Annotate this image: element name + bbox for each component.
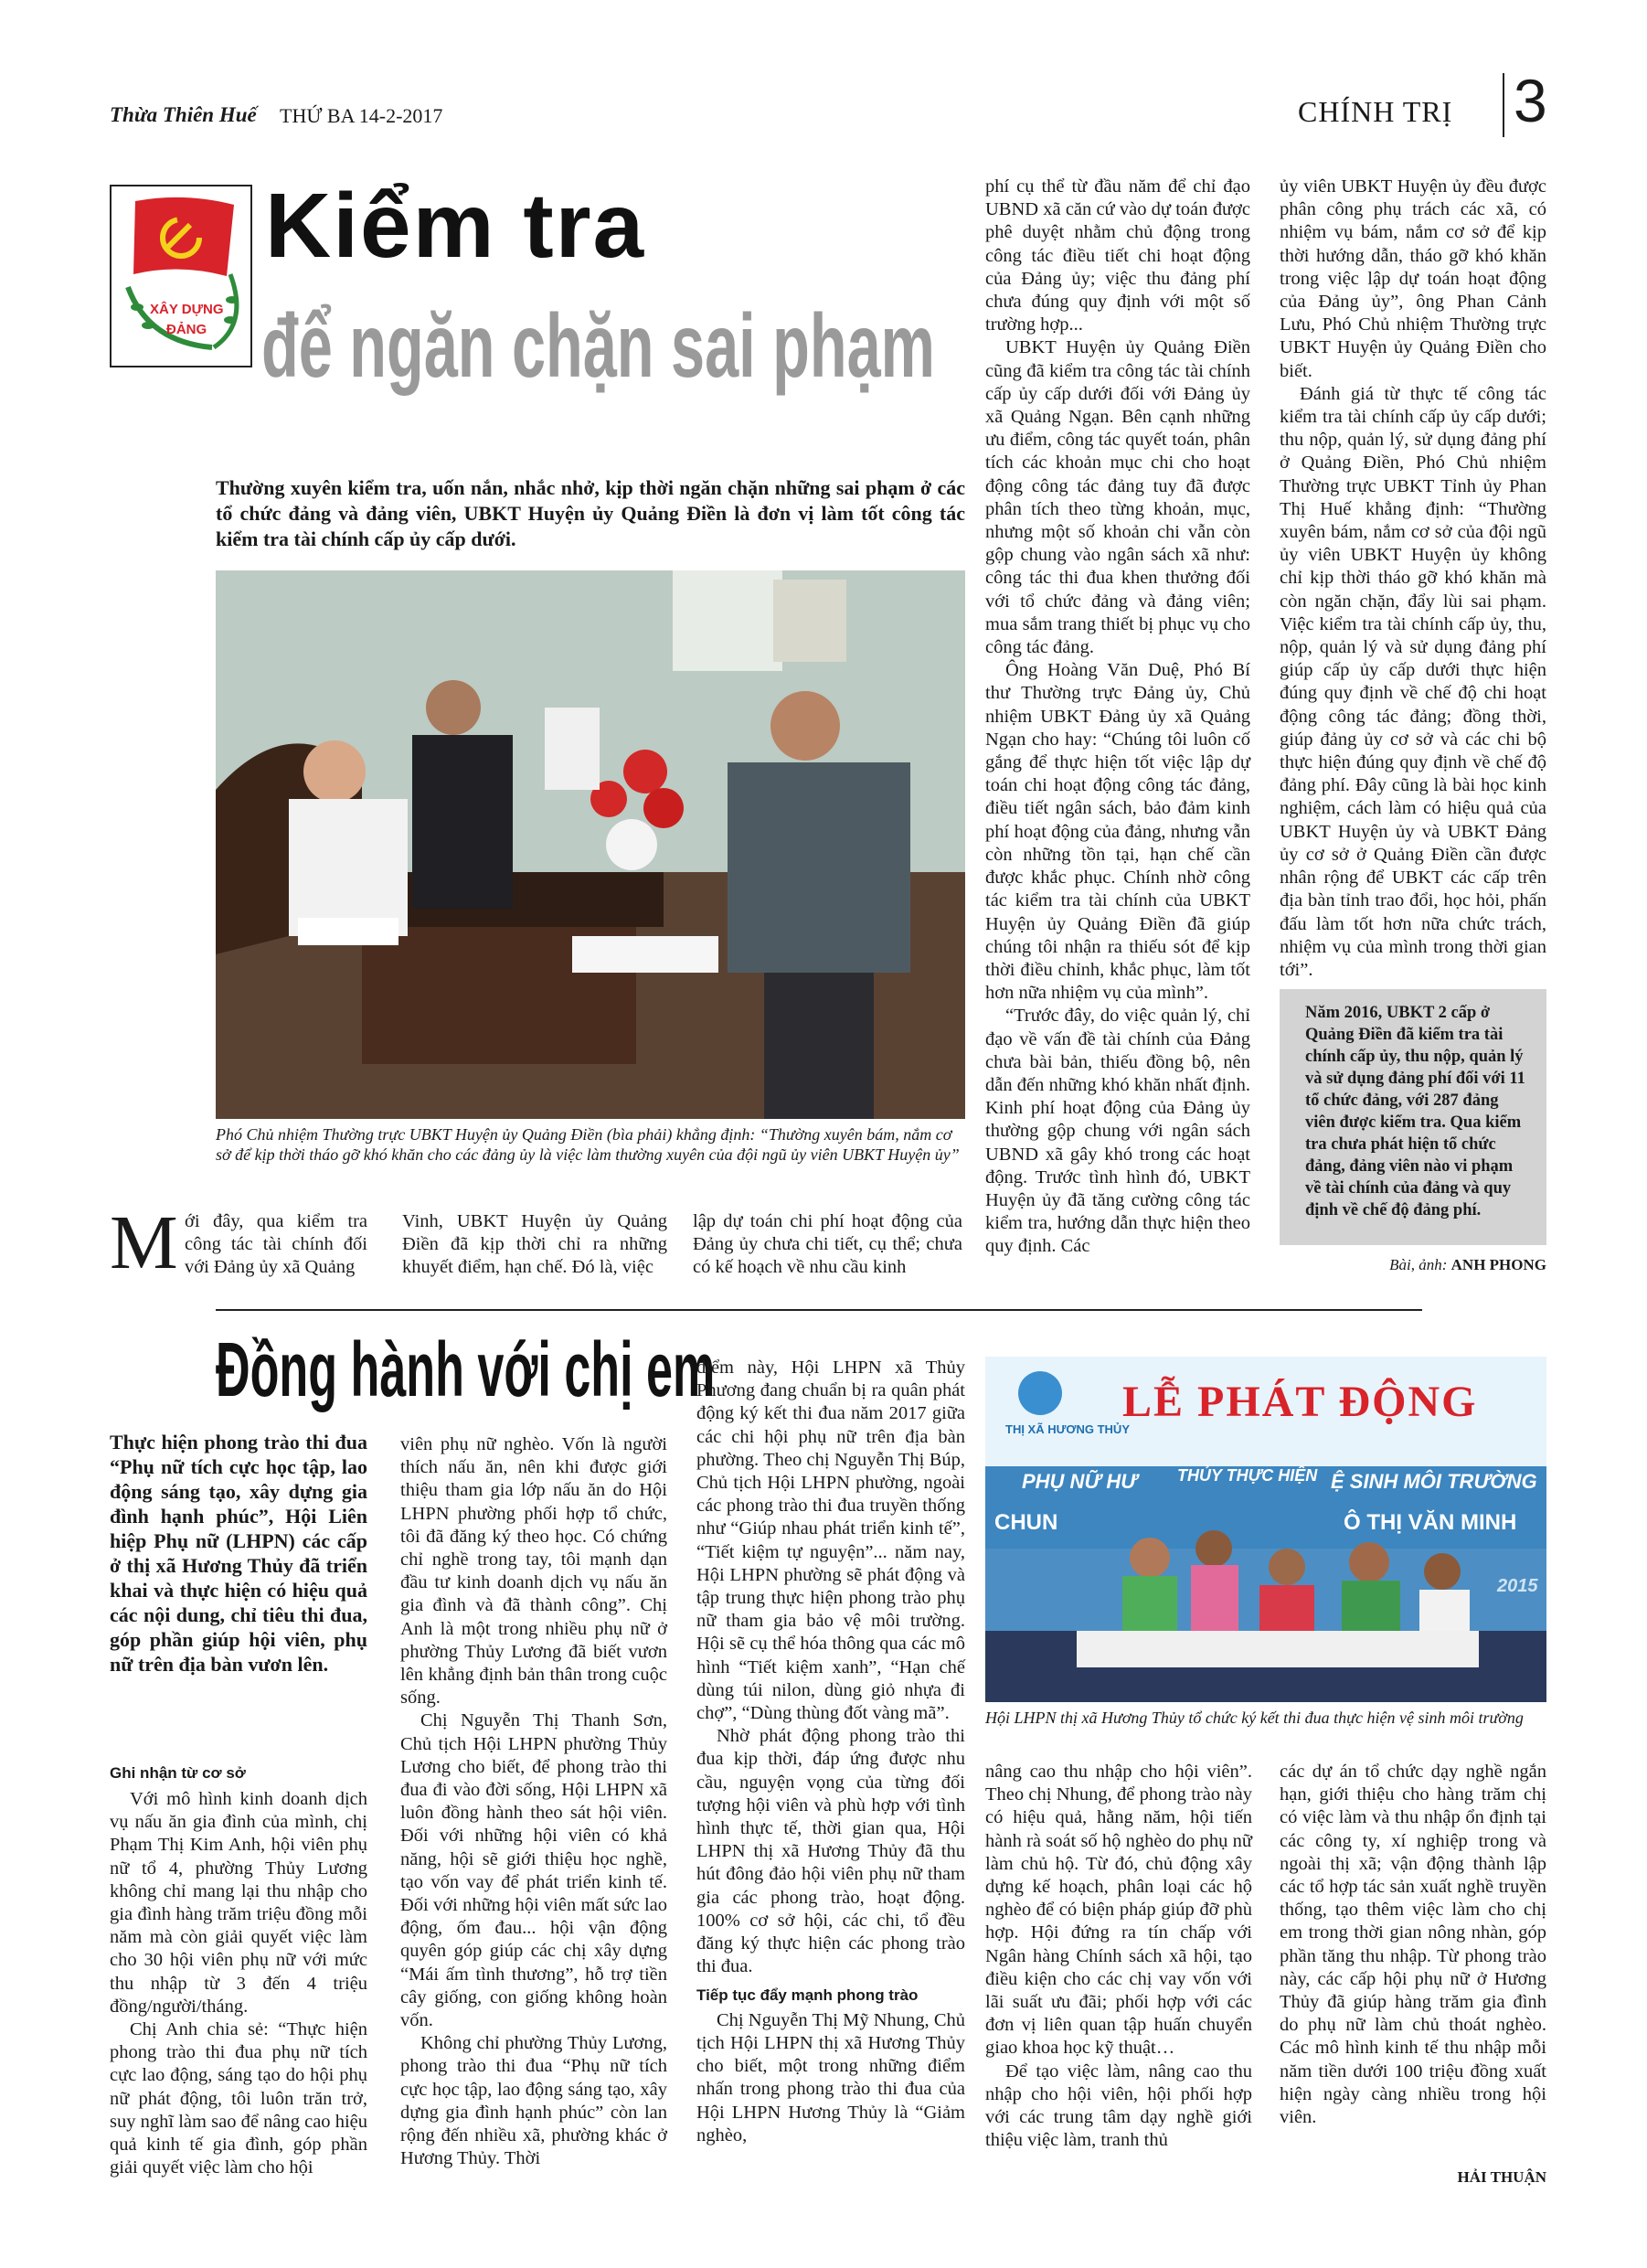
article2-col4 [985,1761,1252,2152]
article1-photo-caption: Phó Chủ nhiệm Thường trực UBKT Huyện ủy Quảng Điền (bìa phải) khẳng định: “Thường xuyên bám, nắm cơ sở để kịp thời tháo gỡ khó khăn cho các đảng ủy là việc làm thường xuyên của đội ngũ ủy viên UBKT Huyện ủy” [216,1125,960,1164]
article2-col1 [110,1788,367,2179]
article1-col1: ới đây, qua kiểm tra công tác tài chính đối với Đảng ủy xã Quảng [185,1211,367,1278]
banner-line1-left: PHỤ NỮ HƯ [1022,1470,1138,1493]
logo-text-1: XÂY DỰNG [150,302,224,317]
paragraph: Chị Nguyễn Thị Thanh Sơn, Chủ tịch Hội LHPN phường Thủy Lương cho biết, để phong trào thi đua đi vào đời sống, Hội LHPN xã luôn đồng hành theo sát hội viên. Đối với những hội viên có khả năng, hội sẽ giới thiệu học nghề, tạo vốn vay để phát triển kinh tế. Đối với những hội viên mất sức lao động, ốm đau... hội vận động quyên góp giúp các chị xây dựng “Mái ấm tình thương”, hỗ trợ tiền cây giống, con giống không hoàn vốn. [400,1710,667,2031]
article2-title: Đồng hành với chị em [216,1326,716,1412]
article2-photo [985,1357,1546,1702]
article1-title-line2: để ngăn chặn sai phạm [261,295,935,396]
paragraph: Chị Nguyễn Thị Mỹ Nhung, Chủ tịch Hội LHPN thị xã Hương Thủy cho biết, một trong những điểm nhấn trong phong trào thi đua của Hội LHPN Hương Thủy là “Giảm nghèo, [696,2009,965,2146]
paragraph: các dự án tổ chức dạy nghề ngắn hạn, giới thiệu cho hàng trăm chị có việc làm và thu nhập ổn định tại các công ty, xí nghiệp trong và ngoài thị xã; vận động thành lập các tổ hợp tác sản xuất nghề truyền thống, tạo thêm việc làm cho chị em trong thời gian nông nhàn, góp phần tăng thu nhập. Từ phong trào này, các cấp hội phụ nữ ở Hương Thủy đã giúp hàng trăm gia đình do phụ nữ làm chủ thoát nghèo. Các mô hình kinh tế thu nhập mỗi năm tiền dưới 100 triệu đồng xuất hiện ngày càng nhiều trong hội viên. [1280,1762,1546,2128]
article2-col2 [400,1433,667,2171]
logo-text-2: ĐẢNG [166,322,207,337]
paragraph: Không chỉ phường Thủy Lương, phong trào thi đua “Phụ nữ tích cực học tập, lao động sáng tạo, xây dựng gia đình hạnh phúc” còn lan rộng đến nhiều xã, phường khác ở Hương Thủy. Thời [400,2033,667,2169]
paragraph: Chị Anh chia sẻ: “Thực hiện phong trào thi đua phụ nữ tích cực lao động, sáng tạo do hội phụ nữ phát động, tôi luôn trăn trở, suy nghĩ làm sao để nâng cao hiệu quả kinh tế gia đình, góp phần giải quyết việc làm cho hội [110,2019,367,2178]
party-building-logo [110,185,252,367]
paragraph: UBKT Huyện ủy Quảng Điền cũng đã kiểm tra công tác tài chính cấp ủy cấp dưới đối với Đảng ủy xã Quảng Ngạn. Bên cạnh những ưu điểm, công tác quyết toán, phân tích các khoản mục chi cho hoạt động công tác đảng tuy đã được phân tích theo từng khoản, mục, nhưng một số khoản chi vẫn còn gộp chung vào ngân sách xã như: công tác thi đua khen thưởng đối với tổ chức đảng và đảng viên; mua sắm trang thiết bị phục vụ cho công tác đảng. [985,337,1250,658]
flag-emblem-icon [112,186,250,366]
meeting-photo-icon [216,570,965,1119]
paragraph: Nhờ phát động phong trào thi đua kịp thời, đáp ứng được nhu cầu, nguyện vọng của từng đối tượng hội viên và phù hợp với tình hình thực tế, thời gian qua, Hội LHPN thị xã Hương Thủy đã thu hút đông đảo hội viên phụ nữ tham gia các phong trào, hoạt động. 100% cơ sở hội, các chi, tổ đều đăng ký thực hiện các phong trào thi đua. [696,1726,965,1977]
article1-byline [1280,1256,1546,1274]
article1-col3: lập dự toán chi phí hoạt động của Đảng ủy chưa chi tiết, cụ thể; chưa có kế hoạch về nhu cầu kinh [693,1211,962,1278]
article1-lead: Thường xuyên kiểm tra, uốn nắn, nhắc nhở, kịp thời ngăn chặn những sai phạm ở các tổ chức đảng và đảng viên, UBKT Huyện ủy Quảng Điền là đơn vị làm tốt công tác kiểm tra tài chính cấp ủy cấp dưới. [216,476,965,550]
banner-line2-left: CHUN [994,1510,1058,1535]
byline-label: Bài, ảnh: [1389,1256,1448,1273]
banner-year: 2015 [1497,1576,1538,1596]
article2-byline: HẢI THUẬN [1457,2168,1546,2186]
paper-name: Thừa Thiên Huế [110,103,257,126]
section-name: CHÍNH TRỊ [1298,95,1453,128]
page-number: 3 [1514,67,1547,134]
banner-line2-right: Ô THỊ VĂN MINH [1344,1510,1517,1535]
article1-col4 [985,176,1250,1259]
banner-line1-mid: THỦY THỰC HIỆN [1177,1466,1318,1485]
article1-col2: Vinh, UBKT Huyện ủy Quảng Điền đã kịp thời chỉ ra những khuyết điểm, hạn chế. Đó là, việc [402,1211,667,1278]
article2-col3 [696,1357,965,2147]
paragraph: Ông Hoàng Văn Duệ, Phó Bí thư Thường trực Đảng ủy, Chủ nhiệm UBKT Đảng ủy xã Quảng Ngạn cho hay: “Chúng tôi luôn cố gắng để thực hiện tốt việc lập dự toán chi hoạt động công tác đảng, điều tiết ngân sách, bảo đảm kinh phí hoạt động của đảng, nhưng vẫn còn những tồn tại, hạn chế cần được khắc phục. Chính nhờ công tác kiểm tra tài chính của UBKT Huyện ủy Quảng Điền đã giúp chúng tôi nhận ra thiếu sót để kịp thời điều chỉnh, khắc phục, làm tốt hơn nữa nhiệm vụ của mình”. [985,660,1250,1004]
banner-line1-right: Ệ SINH MÔI TRƯỜNG [1331,1470,1537,1493]
article1-title-line1: Kiểm tra [265,175,646,277]
article2-lead: Thực hiện phong trào thi đua “Phụ nữ tích cực học tập, lao động sáng tạo, xây dựng gia đình hạnh phúc”, Hội Liên hiệp Phụ nữ (LHPN) các cấp ở thị xã Hương Thủy đã triển khai và thực hiện có hiệu quả các nội dung, chỉ tiêu thi đua, góp phần giúp hội viên, phụ nữ trên địa bàn vươn lên. [110,1431,367,1676]
article1-info-box [1280,989,1546,1245]
masthead-divider [1503,73,1504,137]
issue-date: THỨ BA 14-2-2017 [280,104,443,127]
paragraph: “Trước đây, do việc quản lý, chỉ đạo về vấn đề tài chính của Đảng chưa bài bản, thiếu đồng bộ, nên dẫn đến những khó khăn nhất định. Kinh phí hoạt động của Đảng ủy thường gộp chung với ngân sách UBND xã gây khó trong các hoạt động. Trước tình hình đó, UBKT Huyện ủy đã tăng cường công tác kiểm tra, hướng dẫn thực hiện theo quy định. Các [985,1006,1250,1257]
paragraph: viên phụ nữ nghèo. Vốn là người thích nấu ăn, nên khi được giới thiệu tham gia lớp nấu ăn do Hội LHPN phường phối hợp tổ chức, tôi đã đăng ký theo học. Có chứng chỉ nghề trong tay, tôi mạnh dạn đầu tư kinh doanh dịch vụ nấu ăn gia đình và đã thành công”. Chị Anh là một trong nhiều phụ nữ ở phường Thủy Lương đã biết vươn lên khẳng định bản thân trong cuộc sống. [400,1434,667,1709]
paragraph: điểm này, Hội LHPN xã Thủy Phương đang chuẩn bị ra quân phát động ký kết thi đua năm 2017 giữa các chi hội phụ nữ trên địa bàn phường. Theo chị Nguyễn Thị Búp, Chủ tịch Hội LHPN phường, ngoài các phong trào thi đua truyền thống như “Giúp nhau phát triển kinh tế”, “Tiết kiệm tự nguyện”... năm nay, Hội LHPN phường sẽ phát động và tập trung thực hiện phong trào phụ nữ tham gia bảo vệ môi trường. Hội sẽ cụ thể hóa thông qua các mô hình “Tiết kiệm xanh”, “Hạn chế dùng túi nilon, dùng giỏ nhựa đi chợ”, “Dùng thùng đốt vàng mã”. [696,1358,965,1724]
article2-subhead1: Ghi nhận từ cơ sở [110,1764,246,1782]
article1-dropcap: M [110,1200,178,1285]
banner-headline: LỄ PHÁT ĐỘNG [1122,1378,1478,1426]
article2-photo-caption: Hội LHPN thị xã Hương Thủy tổ chức ký kết thi đua thực hiện vệ sinh môi trường [985,1709,1524,1727]
paragraph: Với mô hình kinh doanh dịch vụ nấu ăn gia đình của mình, chị Phạm Thị Kim Anh, hội viên phụ nữ tổ 4, phường Thủy Lương không chỉ mang lại thu nhập cho gia đình hàng trăm triệu đồng mỗi năm mà còn giải quyết việc làm cho 30 hội viên phụ nữ với mức thu nhập từ 3 đến 4 triệu đồng/người/tháng. [110,1789,367,2017]
article2-col5 [1280,1761,1546,2129]
paragraph: Đánh giá từ thực tế công tác kiểm tra tài chính cấp ủy cấp dưới; thu nộp, quản lý, sử dụng đảng phí ở Quảng Điền, Phó Chủ nhiệm Thường trực UBKT Tỉnh ủy Phan Thị Huế khẳng định: “Thường xuyên bám, nắm cơ sở của đội ngũ ủy viên UBKT Huyện ủy không chỉ kịp thời tháo gỡ khó khăn mà còn ngăn chặn, đẩy lùi sai phạm. Việc kiểm tra tài chính cấp ủy, thu, nộp, quản lý và sử dụng đảng phí giúp cấp ủy cấp dưới thực hiện đúng quy định về chế độ chi hoạt động công tác đảng; đồng thời, giúp đảng ủy cơ sở và các chi bộ thực hiện đúng quy định về chế độ đảng phí. Đây cũng là bài học kinh nghiệm, cách làm có hiệu quả của UBKT Huyện ủy và UBKT Đảng ủy cơ sở ở Quảng Điền cần được nhân rộng để UBKT các cấp trên địa bàn tỉnh trao đổi, học hỏi, phấn đấu làm tốt hơn nữa chức trách, nhiệm vụ của mình trong thời gian tới”. [1280,383,1546,980]
article1-col5 [1280,176,1546,982]
article1-photo [216,570,965,1119]
byline-name: ANH PHONG [1450,1256,1546,1273]
banner-org: THỊ XÃ HƯƠNG THỦY [1005,1422,1130,1436]
masthead [0,0,1647,146]
article-divider [216,1309,1422,1311]
paragraph: phí cụ thể từ đầu năm để chỉ đạo UBND xã căn cứ vào dự toán được phê duyệt nhằm chủ động trong công tác điều tiết chi hoạt động của Đảng ủy; việc thu đảng phí chưa đúng quy định với một số trường hợp... [985,176,1250,335]
paragraph: nâng cao thu nhập cho hội viên”. Theo chị Nhung, để phong trào này có hiệu quả, hằng năm, hội tiến hành rà soát số hộ nghèo do phụ nữ làm chủ hộ. Từ đó, chủ động xây dựng kế hoạch, phân loại các hộ nghèo để có biện pháp giúp đỡ phù hợp. Hội đứng ra tín chấp với Ngân hàng Chính sách xã hội, tạo điều kiện cho các chị vay vốn với lãi suất ưu đãi; phối hợp với các đơn vị liên quan tập huấn chuyển giao khoa học kỹ thuật… [985,1762,1252,2059]
paragraph: ủy viên UBKT Huyện ủy đều được phân công phụ trách các xã, có nhiệm vụ bám, nắm cơ sở để kịp thời hướng dẫn, tháo gỡ khó khăn trong việc lập dự toán hoạt động của Đảng ủy”, ông Phan Cảnh Lưu, Phó Chủ nhiệm Thường trực UBKT Huyện ủy Quảng Điền cho biết. [1280,176,1546,381]
info-box-text: Năm 2016, UBKT 2 cấp ở Quảng Điền đã kiểm tra tài chính cấp ủy, thu nộp, quản lý và sử dụng đảng phí đối với 11 tổ chức đảng, với 287 đảng viên được kiểm tra. Qua kiểm tra chưa phát hiện tổ chức đảng, đảng viên nào vi phạm về tài chính của đảng và quy định về chế độ đảng phí. [1305,1004,1525,1219]
paragraph: Để tạo việc làm, nâng cao thu nhập cho hội viên, hội phối hợp với các trung tâm dạy nghề giới thiệu việc làm, tranh thủ [985,2060,1252,2151]
article2-subhead2: Tiếp tục đẩy mạnh phong trào [696,1986,919,2005]
